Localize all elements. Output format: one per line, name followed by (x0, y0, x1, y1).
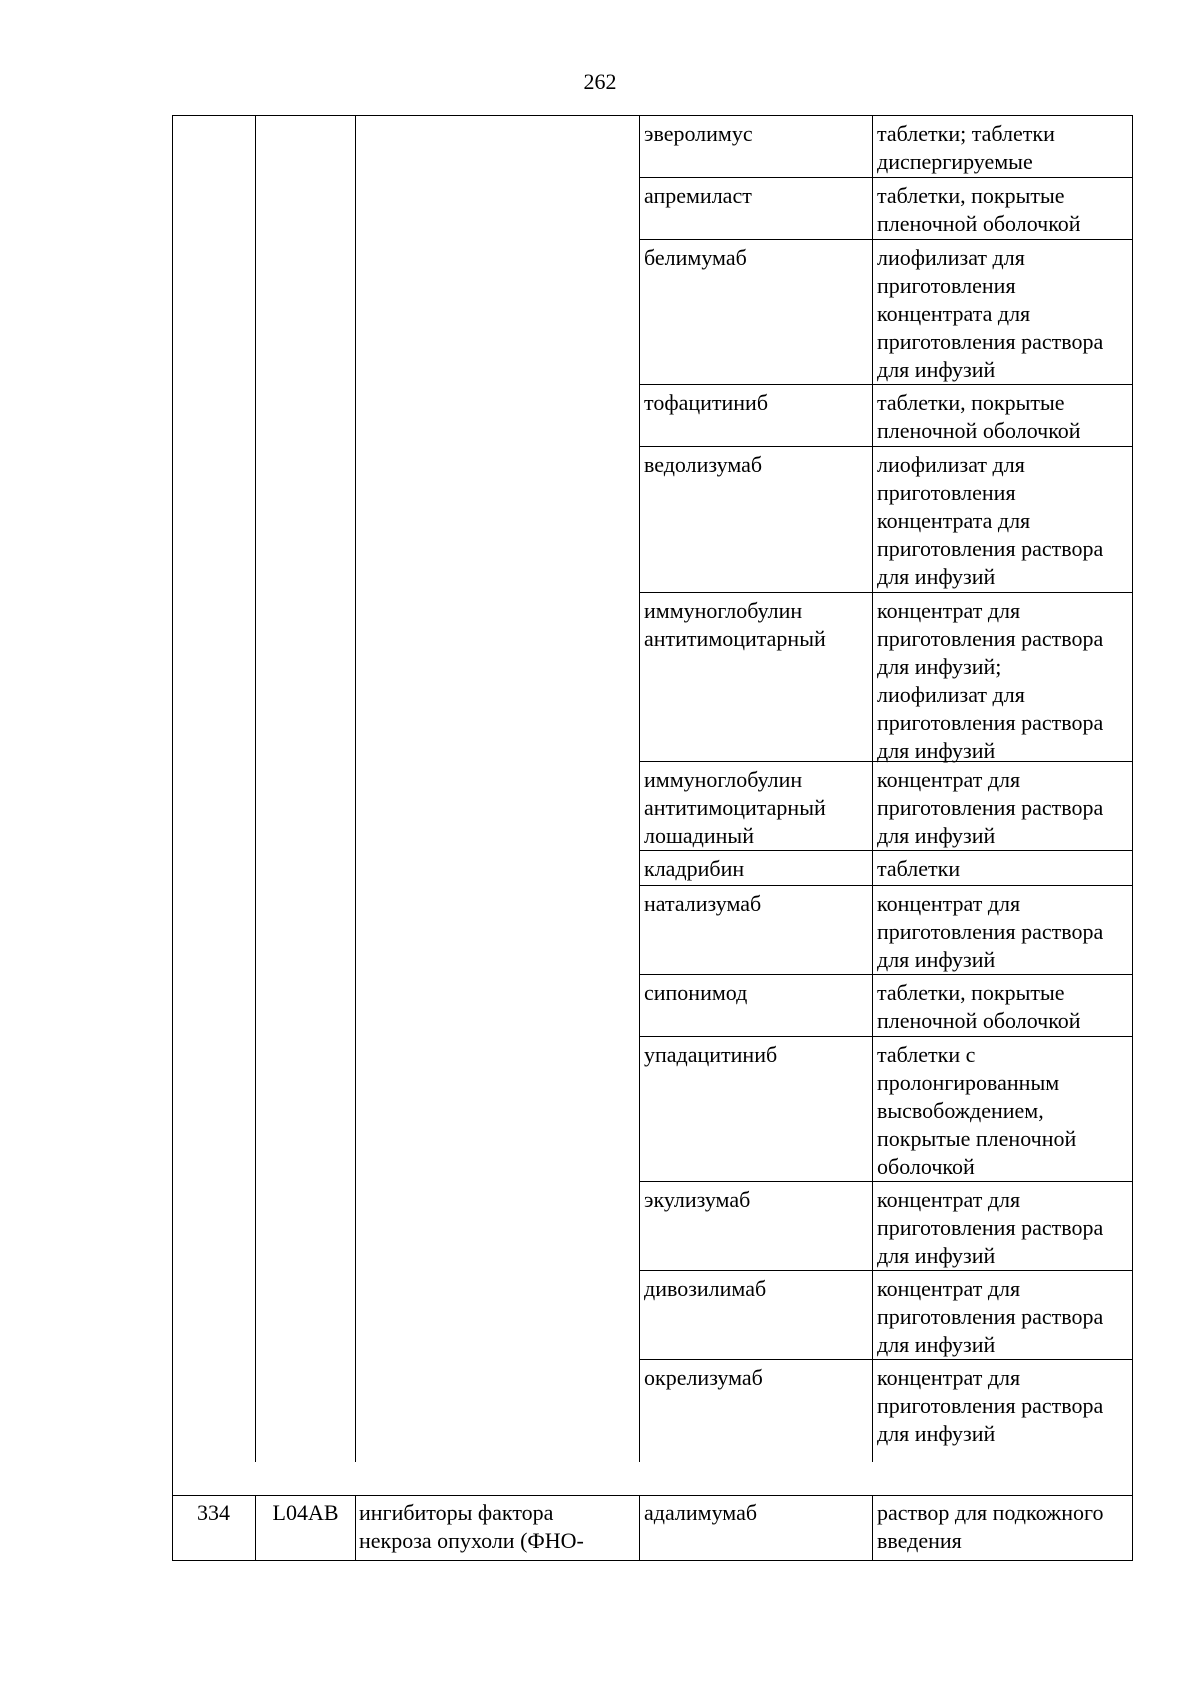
drug-name: белимумаб (644, 245, 747, 270)
dosage-form: таблетки, покрытые пленочной оболочкой (877, 390, 1081, 443)
dosage-form: концентрат для приготовления раствора для инфузий (877, 767, 1104, 848)
dosage-form: лиофилизат для приготовления концентрата для приготовления раствора для инфузий (877, 245, 1104, 382)
drug-name: сипонимод (644, 980, 748, 1005)
dosage-form: лиофилизат для приготовления концентрата для приготовления раствора для инфузий (877, 452, 1104, 589)
table-left-border (172, 115, 173, 1561)
dosage-form: концентрат для приготовления раствора для инфузий (877, 891, 1104, 972)
drug-name: упадацитиниб (644, 1042, 778, 1067)
row-divider (639, 592, 1133, 593)
drug-name: кладрибин (644, 856, 745, 881)
drug-name: окрелизумаб (644, 1365, 763, 1390)
row-divider (639, 1359, 1133, 1360)
row-divider (639, 384, 1133, 385)
row-number: 334 (197, 1500, 230, 1525)
dosage-form: концентрат для приготовления раствора для инфузий (877, 1276, 1104, 1357)
drug-name: дивозилимаб (644, 1276, 767, 1301)
row-divider (639, 1181, 1133, 1182)
drug-name: иммуноглобулин антитимоцитарный (644, 598, 826, 651)
row-divider (639, 446, 1133, 447)
drug-name: иммуноглобулин антитимоцитарный лошадиный (644, 767, 826, 848)
table-bottom-border (172, 1560, 1133, 1561)
drug-table (172, 115, 1133, 1561)
col-sep-form (872, 115, 873, 1462)
table-right-border (1132, 115, 1133, 1561)
dosage-form: концентрат для приготовления раствора для инфузий (877, 1365, 1104, 1446)
drug-name: натализумаб (644, 891, 762, 916)
col-sep-group (355, 115, 356, 1462)
drug-name: адалимумаб (644, 1500, 758, 1525)
row-divider (639, 1270, 1133, 1271)
row-divider (639, 239, 1133, 240)
page-number: 262 (583, 69, 617, 94)
last-row-sep-drug (639, 1495, 640, 1561)
col-sep-drug (639, 115, 640, 1462)
dosage-form: раствор для подкожного введения (877, 1500, 1104, 1553)
row-divider (639, 974, 1133, 975)
drug-name: экулизумаб (644, 1187, 751, 1212)
last-row-top-border (172, 1495, 1133, 1496)
row-divider (639, 177, 1133, 178)
row-divider (639, 761, 1133, 762)
atc-code: L04AB (272, 1500, 339, 1525)
last-row-sep-form (872, 1495, 873, 1561)
dosage-form: таблетки (877, 856, 961, 881)
dosage-form: концентрат для приготовления раствора для инфузий (877, 1187, 1104, 1268)
drug-name: апремиласт (644, 183, 752, 208)
dosage-form: таблетки, покрытые пленочной оболочкой (877, 183, 1081, 236)
dosage-form: таблетки; таблетки диспергируемые (877, 121, 1055, 174)
row-divider (639, 850, 1133, 851)
drug-name: тофацитиниб (644, 390, 769, 415)
dosage-form: концентрат для приготовления раствора для инфузий; лиофилизат для приготовления раствора для инфузий (877, 598, 1104, 763)
drug-name: эверолимус (644, 121, 753, 146)
group-name: ингибиторы фактора некроза опухоли (ФНО- (359, 1500, 584, 1553)
row-divider (639, 885, 1133, 886)
dosage-form: таблетки, покрытые пленочной оболочкой (877, 980, 1081, 1033)
drug-name: ведолизумаб (644, 452, 763, 477)
dosage-form: таблетки с пролонгированным высвобождением, покрытые пленочной оболочкой (877, 1042, 1077, 1179)
col-sep-code (255, 115, 256, 1462)
table-top-border (172, 115, 1133, 116)
last-row-sep-group (355, 1495, 356, 1561)
row-divider (639, 1036, 1133, 1037)
